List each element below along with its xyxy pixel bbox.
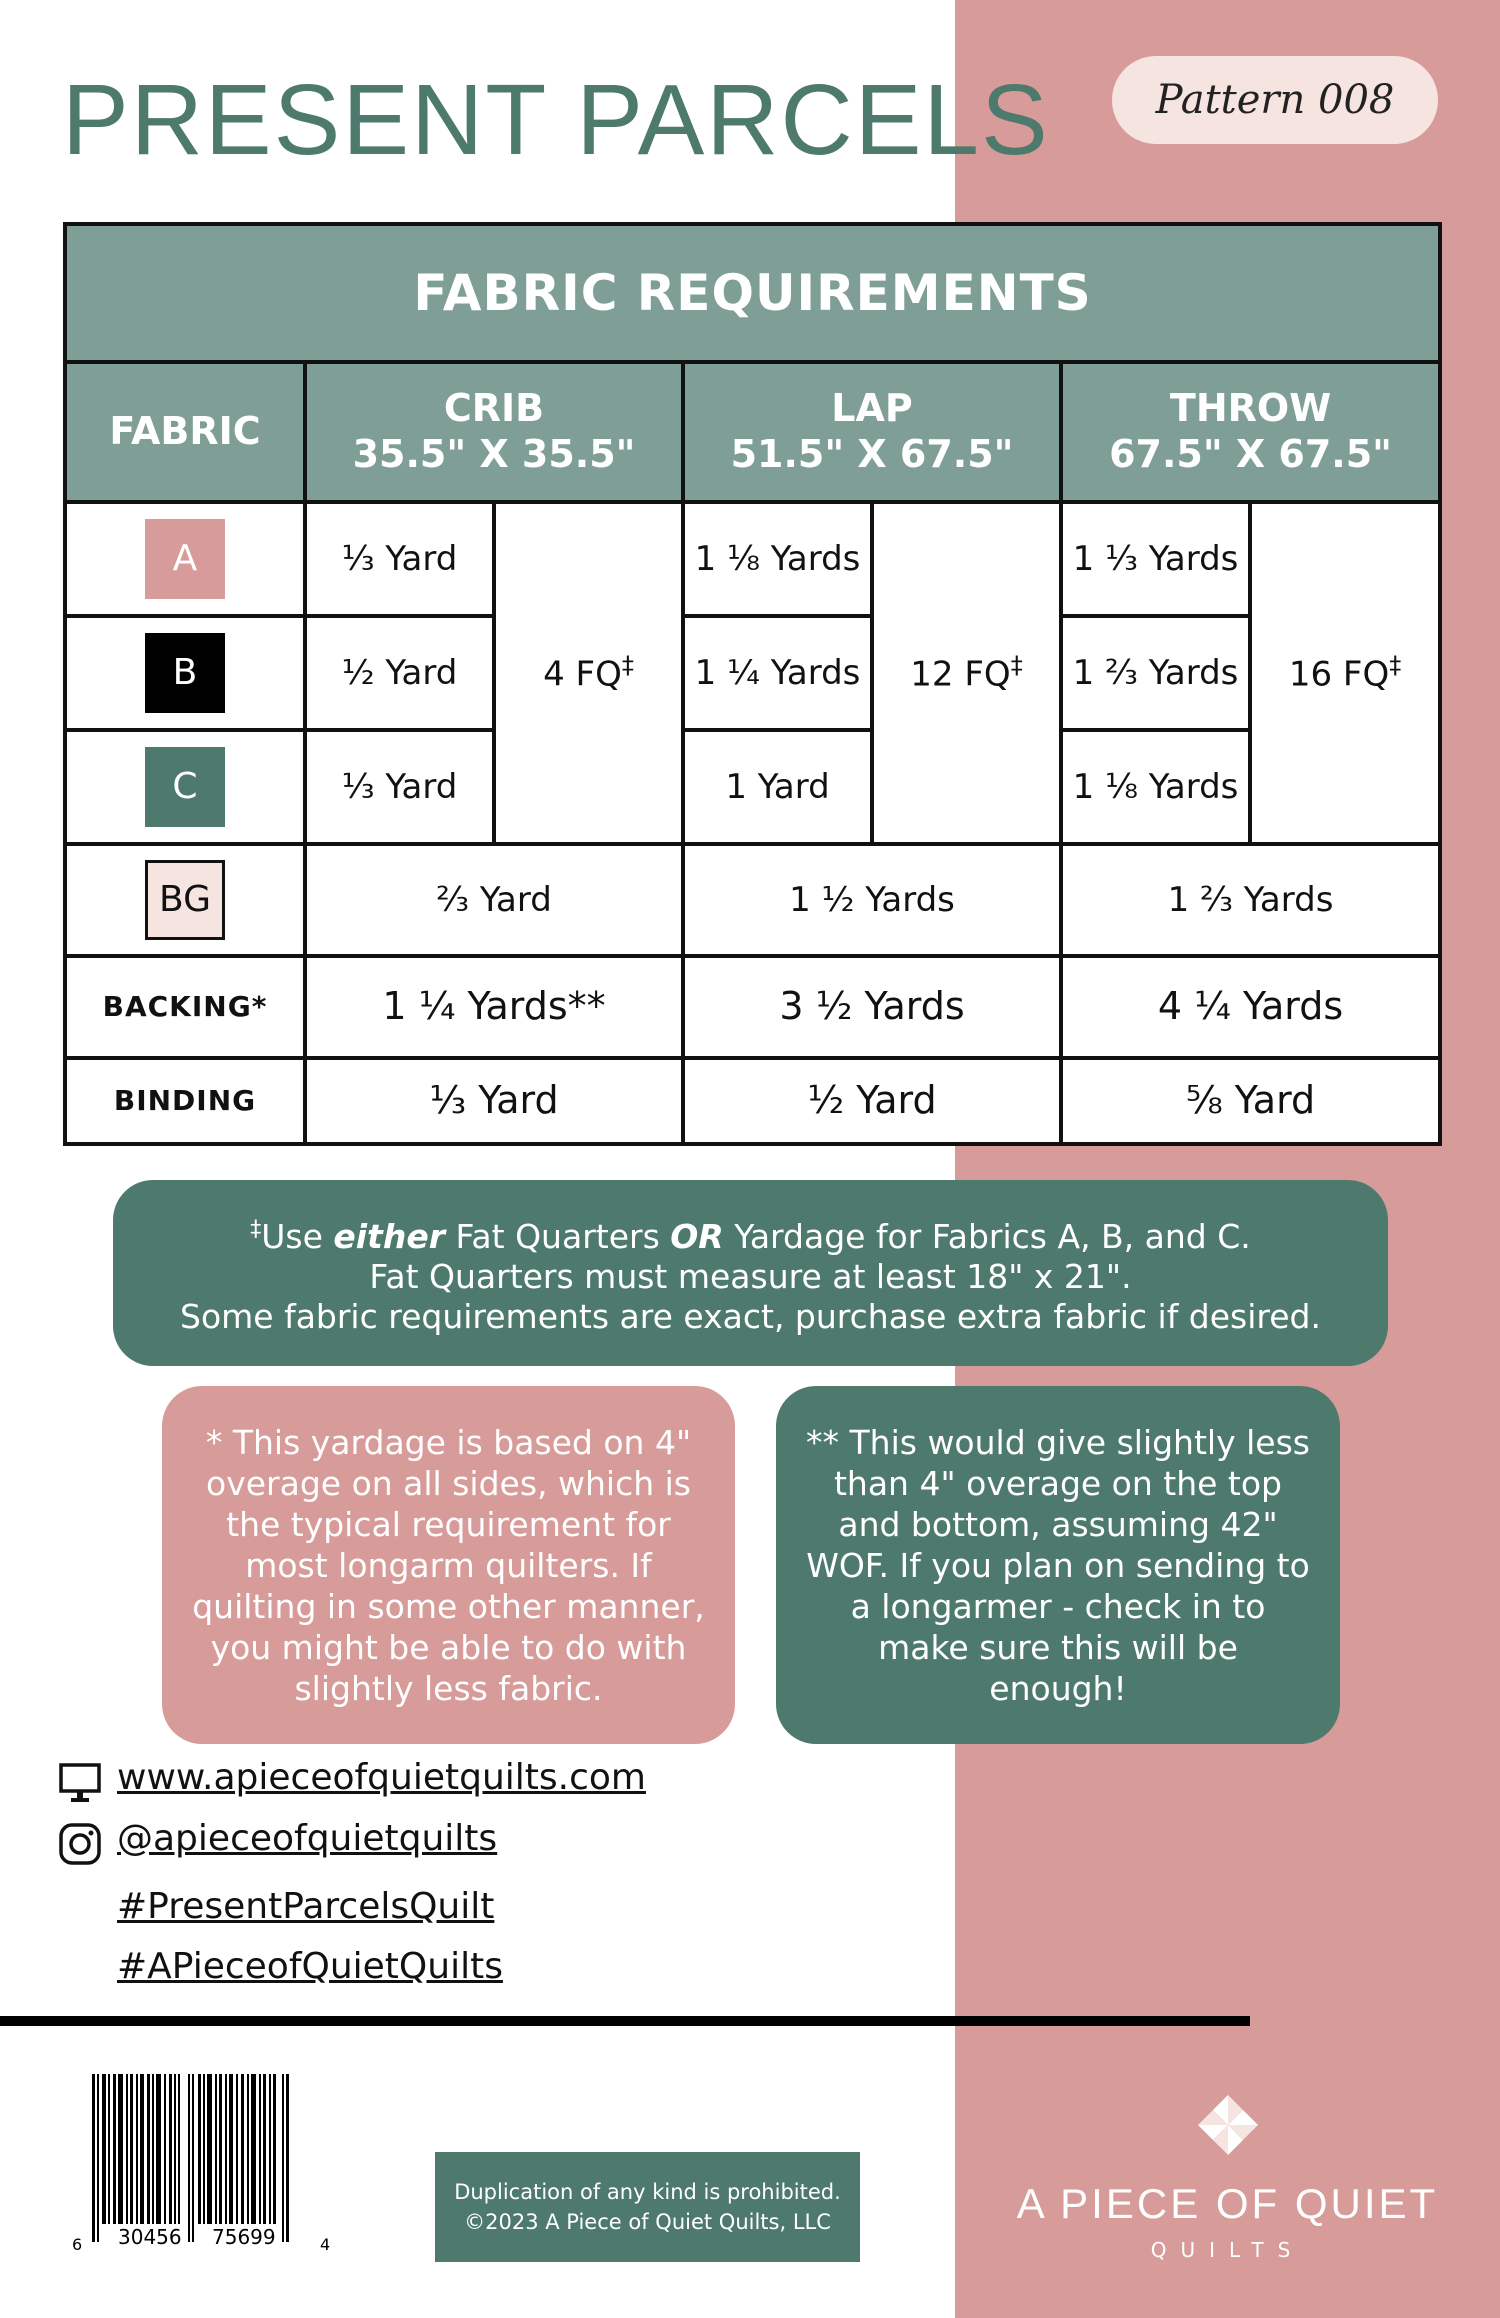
fq-note-line1 <box>113 1210 1388 1257</box>
crib-footnote-text: ** This would give slightly less than 4" overage on the top and bottom, assuming 42" WOF. If you plan on sending to a longarmer - check in to make sure this will be enough! <box>806 1422 1310 1708</box>
fabric-c-throw: 1 ⅛ Yards <box>1061 730 1250 844</box>
fabric-a-swatch: A <box>145 519 225 599</box>
table-row <box>65 616 1440 730</box>
binding-crib: ⅓ Yard <box>305 1058 683 1144</box>
page-title: PRESENT PARCELS <box>62 64 1050 176</box>
lap-fq-value: 12 FQ <box>910 654 1011 695</box>
fq-note-line2: Fat Quarters must measure at least 18" x 21". <box>369 1256 1132 1296</box>
pattern-number-badge: Pattern 008 <box>1112 56 1438 144</box>
binding-lap: ½ Yard <box>683 1058 1061 1144</box>
fabric-b-crib: ½ Yard <box>305 616 494 730</box>
fq-note-post: Yardage for Fabrics A, B, and C. <box>723 1216 1251 1256</box>
table-row <box>65 730 1440 844</box>
fabric-b-lap: 1 ¼ Yards <box>683 616 872 730</box>
fat-quarter-note <box>113 1180 1388 1366</box>
lap-fq <box>872 502 1061 844</box>
divider-line <box>0 2016 1250 2026</box>
fabric-c-cell <box>65 730 305 844</box>
copyright-line1: Duplication of any kind is prohibited. <box>454 2180 841 2204</box>
fq-note-mark: ‡ <box>250 1216 262 1242</box>
table-heading: FABRIC REQUIREMENTS <box>65 224 1440 362</box>
fabric-requirements-table <box>63 222 1442 1146</box>
col-header-throw <box>1061 362 1440 502</box>
copyright-notice <box>435 2152 860 2262</box>
bg-crib: ⅔ Yard <box>305 844 683 956</box>
barcode-digit-3: 75699 <box>212 2225 276 2249</box>
crib-fq-mark: ‡ <box>621 650 634 679</box>
crib-backing-footnote <box>776 1386 1340 1744</box>
hashtag-a-piece-of-quiet[interactable]: #APieceofQuietQuilts <box>117 1946 503 1987</box>
fabric-b-swatch: B <box>145 633 225 713</box>
backing-throw: 4 ¼ Yards <box>1061 956 1440 1058</box>
copyright-line2: ©2023 A Piece of Quiet Quilts, LLC <box>464 2210 831 2234</box>
col-header-crib <box>305 362 683 502</box>
backing-lap: 3 ½ Yards <box>683 956 1061 1058</box>
binding-label: BINDING <box>65 1058 305 1144</box>
fq-note-either: either <box>333 1216 445 1256</box>
monitor-icon <box>58 1761 102 1805</box>
fq-note-mid: Fat Quarters <box>444 1216 671 1256</box>
table-row <box>65 502 1440 616</box>
throw-fq-value: 16 FQ <box>1288 654 1390 695</box>
fabric-a-throw: 1 ⅓ Yards <box>1061 502 1250 616</box>
lap-fq-mark: ‡ <box>1010 650 1023 679</box>
fq-note-pre: Use <box>261 1216 334 1256</box>
fabric-c-swatch: C <box>145 747 225 827</box>
lap-size: 51.5" X 67.5" <box>730 432 1014 476</box>
throw-fq-mark: ‡ <box>1389 650 1402 679</box>
barcode-digit-1: 6 <box>72 2235 83 2254</box>
brand-subtitle: QUILTS <box>1150 2238 1305 2262</box>
bg-throw: 1 ⅔ Yards <box>1061 844 1440 956</box>
fabric-bg-cell <box>65 844 305 956</box>
binding-throw: ⅝ Yard <box>1061 1058 1440 1144</box>
barcode-digit-2: 30456 <box>118 2225 182 2249</box>
hashtag-present-parcels[interactable]: #PresentParcelsQuilt <box>117 1886 495 1927</box>
crib-fq <box>494 502 683 844</box>
fabric-bg-swatch: BG <box>145 860 225 940</box>
fabric-b-cell <box>65 616 305 730</box>
fabric-a-cell <box>65 502 305 616</box>
fq-note-or: OR <box>670 1216 724 1256</box>
throw-name: THROW <box>1169 386 1332 431</box>
backing-crib: 1 ¼ Yards** <box>305 956 683 1058</box>
bg-lap: 1 ½ Yards <box>683 844 1061 956</box>
instagram-link[interactable]: @apieceofquietquilts <box>117 1818 498 1859</box>
crib-fq-value: 4 FQ <box>543 654 622 695</box>
col-header-lap <box>683 362 1061 502</box>
quilt-block-logo-icon <box>1193 2090 1263 2160</box>
table-row <box>65 1058 1440 1144</box>
table-row <box>65 956 1440 1058</box>
fabric-c-lap: 1 Yard <box>683 730 872 844</box>
fabric-b-throw: 1 ⅔ Yards <box>1061 616 1250 730</box>
brand-name: A PIECE OF QUIET <box>1016 2180 1439 2227</box>
instagram-icon <box>58 1822 102 1866</box>
crib-size: 35.5" X 35.5" <box>352 432 636 476</box>
backing-footnote-text: * This yardage is based on 4" overage on all sides, which is the typical requirement for most longarm quilters. If quilting in some other manner, you might be able to do with slightly less fabric. <box>192 1422 705 1708</box>
backing-footnote <box>162 1386 735 1744</box>
throw-size: 67.5" X 67.5" <box>1109 432 1392 476</box>
throw-fq <box>1250 502 1440 844</box>
fq-note-line3: Some fabric requirements are exact, purchase extra fabric if desired. <box>180 1296 1321 1336</box>
fabric-a-crib: ⅓ Yard <box>305 502 494 616</box>
lap-name: LAP <box>831 386 913 431</box>
col-header-fabric: FABRIC <box>65 362 305 502</box>
barcode-digit-4: 4 <box>320 2235 331 2254</box>
crib-name: CRIB <box>443 386 545 431</box>
website-link[interactable]: www.apieceofquietquilts.com <box>117 1757 646 1798</box>
table-row <box>65 844 1440 956</box>
barcode <box>66 2074 336 2254</box>
fabric-c-crib: ⅓ Yard <box>305 730 494 844</box>
backing-label: BACKING* <box>65 956 305 1058</box>
fabric-a-lap: 1 ⅛ Yards <box>683 502 872 616</box>
